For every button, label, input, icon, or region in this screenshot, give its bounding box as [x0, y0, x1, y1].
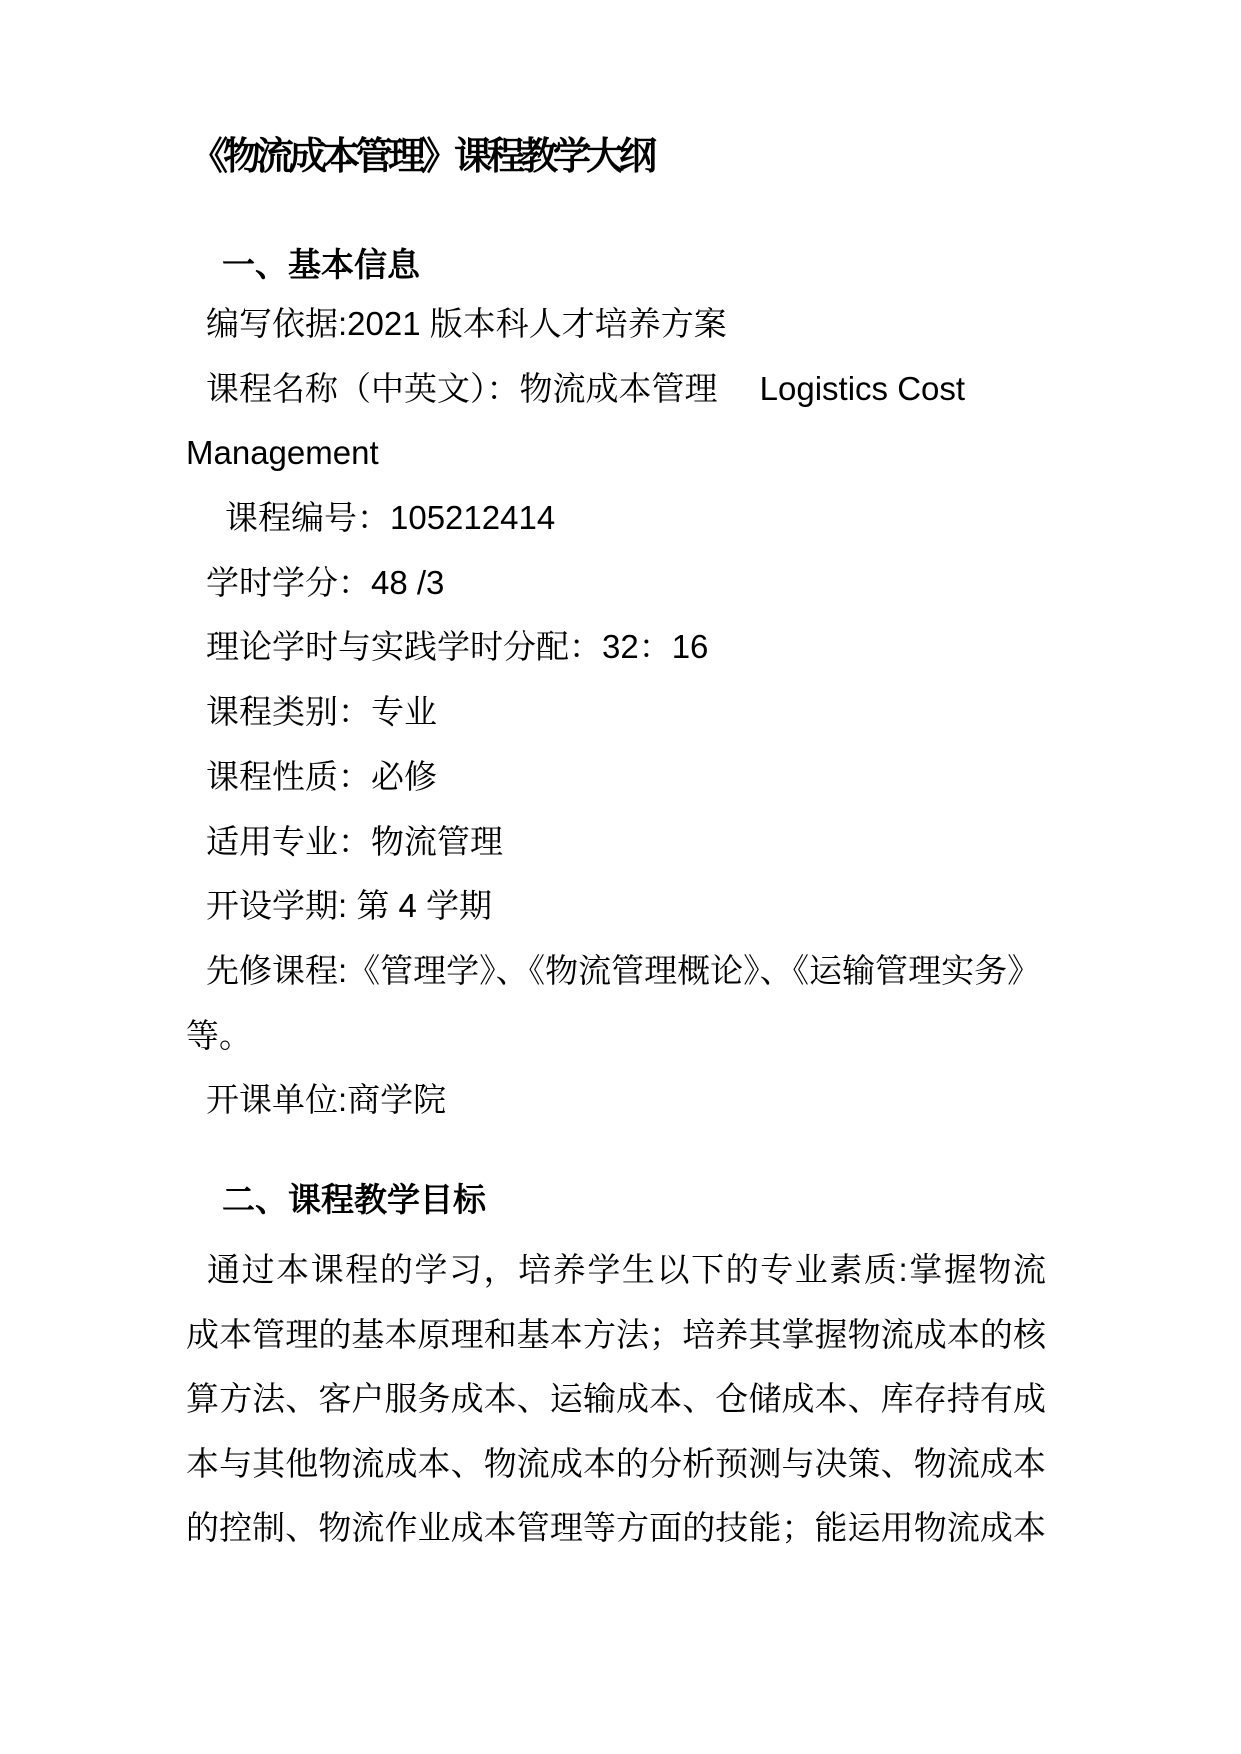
basic-info-block [186, 292, 1066, 1133]
info-line-course-nature: 课程性质：必修 [206, 757, 437, 795]
info-line-hours-credits: 学时学分：48 /3 [206, 563, 445, 601]
info-line-prerequisites-wrap: 等。 [186, 1016, 252, 1054]
info-line-course-category: 课程类别：专业 [206, 693, 437, 731]
paragraph-line: 算方法、客户服务成本、运输成本、仓储成本、库存持有成 [186, 1380, 1046, 1418]
section-heading-teaching-goals: 二、课程教学目标 [222, 1181, 486, 1218]
info-line-applicable-major: 适用专业：物流管理 [206, 822, 503, 860]
teaching-goals-paragraph [186, 1238, 1046, 1561]
paragraph-line: 的控制、物流作业成本管理等方面的技能；能运用物流成本 [186, 1509, 1046, 1547]
info-line-compile-basis: 编写依据:2021 版本科人才培养方案 [206, 305, 727, 342]
document-title: 《物流成本管理》课程教学大纲 [190, 136, 653, 178]
info-line-hour-split: 理论学时与实践学时分配：32：16 [206, 628, 709, 666]
info-line-offering-unit: 开课单位:商学院 [206, 1081, 447, 1119]
paragraph-line: 本与其他物流成本、物流成本的分析预测与决策、物流成本 [186, 1444, 1046, 1482]
info-line-course-name: 课程名称（中英文）：物流成本管理 Logistics Cost [206, 369, 966, 407]
info-line-prerequisites: 先修课程:《管理学》、《物流管理概论》、《运输管理实务》 [206, 951, 1041, 989]
info-line-semester: 开设学期: 第 4 学期 [206, 887, 493, 925]
info-line-course-name-wrap: Management [186, 434, 379, 472]
section-heading-basic-info: 一、基本信息 [222, 246, 420, 283]
paragraph-line: 通过本课程的学习，培养学生以下的专业素质:掌握物流 [207, 1251, 1046, 1288]
paragraph-line: 成本管理的基本原理和基本方法；培养其掌握物流成本的核 [186, 1315, 1046, 1353]
info-line-course-code: 课程编号：105212414 [225, 499, 556, 537]
